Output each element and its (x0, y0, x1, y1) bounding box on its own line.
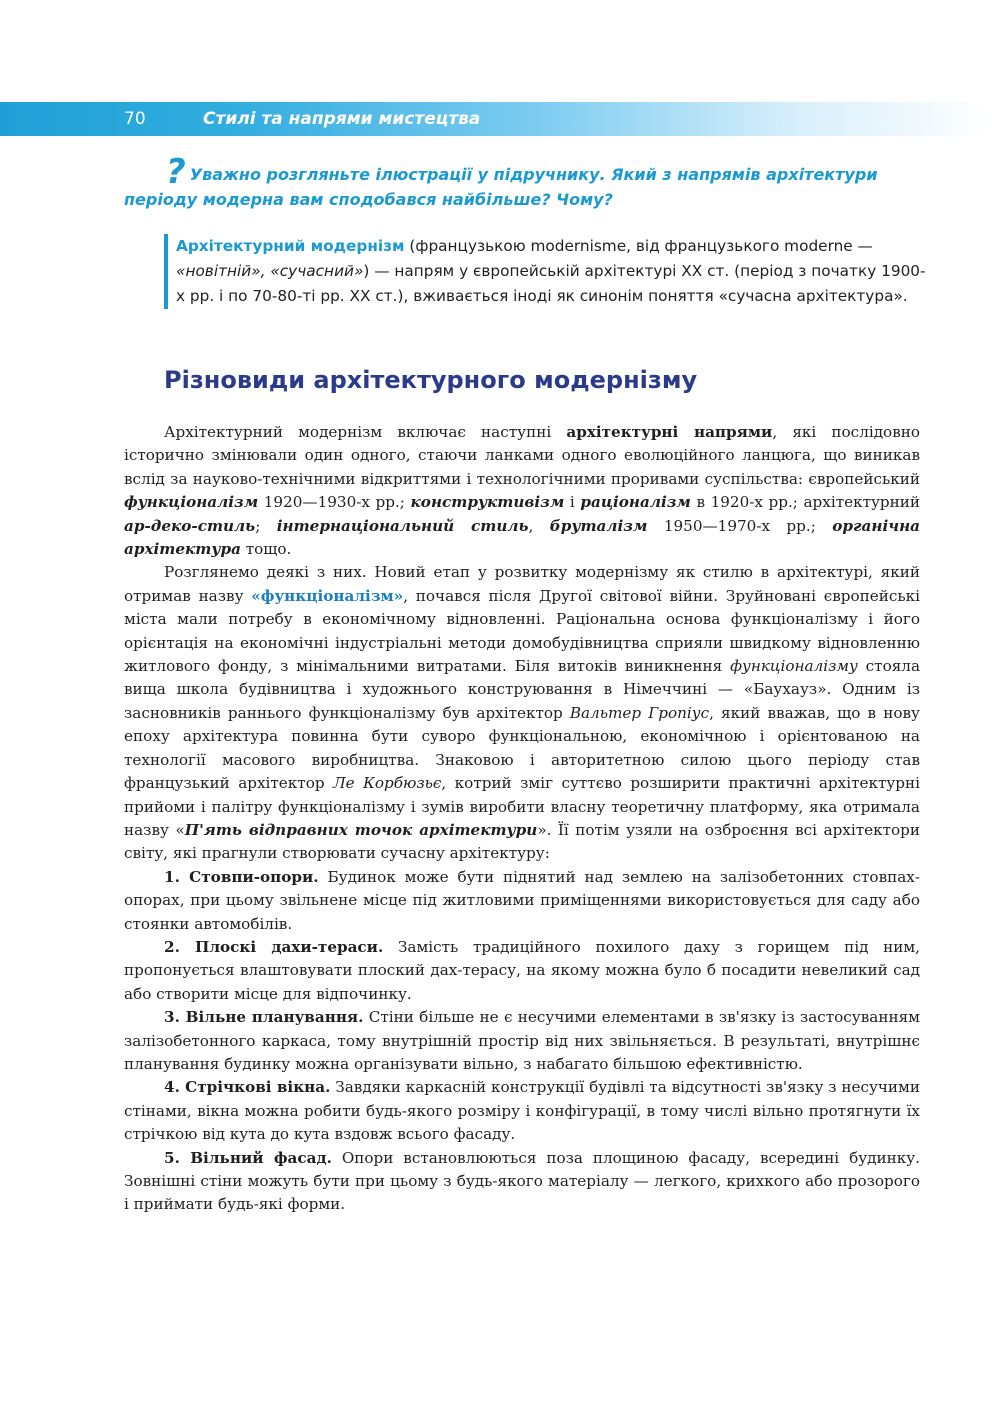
section-title: Стилі та напрями мистецтва (203, 109, 481, 129)
section-heading: Різновиди архітектурного модернізму (164, 366, 698, 394)
body-text (124, 421, 920, 1217)
definition-term: Архітектурний модернізм (176, 237, 405, 255)
list-item: 5. Вільний фасад. Опори встановлюються поза площиною фасаду, всередині будинку. Зовнішні стіни можуть бути при цьому з будь-якого матеріалу — легкого, крихкого або прозорого і приймати будь-які форми. (124, 1148, 921, 1214)
header-bar (0, 102, 992, 136)
definition-text: (французькою modernisme, від французького moderne — (404, 237, 873, 255)
highlighted-term: «функціоналізм» (251, 586, 404, 605)
question-mark-icon: ? (166, 152, 186, 192)
question-text: Уважно розгляньте ілюстрації у підручнику. Який з напрямів архітектури періоду модерна вам сподобався найбільше? Чому? (124, 165, 878, 209)
list-item: 3. Вільне планування. Стіни більше не є несучими елементами в зв'язку із застосуванням залізобетонного каркаса, тому внутрішній простір від них звільняється. В результаті, внутрішнє планування будинку можна організувати вільно, з набагато більшою ефективністю. (124, 1008, 920, 1073)
definition-text-2: ) — напрям у європейській архітектурі XX ст. (період з початку 1900-х рр. і по 70-80-ті рр. XX ст.), вживається іноді як синонім поняття «сучасна архітектура». (176, 262, 926, 305)
question-block (124, 152, 920, 212)
list-item: 4. Стрічкові вікна. Завдяки каркасній конструкції будівлі та відсутності зв'язку з несучими стінами, вікна можна робити будь-якого розміру і конфігурації, в тому числі вільно протягнути їх стрічкою від кута до кута вздовж всього фасаду. (124, 1078, 920, 1144)
paragraph-1: Архітектурний модернізм включає наступні архітектурні напрями, які послідовно історично змінювали один одного, стаючи ланками одного еволюційного ланцюга, що виникав вслід за науково-технічними відкриттями і технологічними проривами суспільства: європейський функціоналізм 1920—1930-х рр.; конструктивізм і раціоналізм в 1920-х рр.; архітектурний ар-деко-стиль; інтернаціональний стиль, бруталізм 1950—1970-х рр.; органічна архітектура тощо. (124, 423, 921, 559)
definition-translation: «новітній», «сучасний» (176, 262, 364, 280)
list-item: 2. Плоскі дахи-тераси. Замість традиційного похилого даху з горищем під ним, пропонується влаштовувати плоский дах-терасу, на якому можна було б посадити невеликий сад або створити місце для відпочинку. (124, 937, 921, 1003)
paragraph-2: Розглянемо деякі з них. Новий етап у розвитку модернізму як стилю в архітектурі, який отримав назву «функціоналізм», почався після Другої світової війни. Зруйновані європейські міста мали потребу в економічному відновленні. Раціональна основа функціоналізму і його орієнтація на економічні індустріальні методи домобудівництва сприяли швидкому відновленню житлового фонду, з мінімальними витратами. Біля витоків виникнення функціоналізму стояла вища школа будівництва і художнього конструювання в Німеччині — «Баухауз». Одним із засновників раннього функціоналізму був архітектор Вальтер Гропіус, який вважав, що в нову епоху архітектура повинна бути суворо функціональною, економічною і орієнтованою на технології масового виробництва. Знаковою і авторитетною силою цього періоду став французький архітектор Ле Корбюзьє, котрий зміг суттєво розширити практичні архітектурні прийоми і палітру функціоналізму і зумів виробити власну теоретичну платформу, яка отримала назву «П'ять відправних точок архітектури». Її потім узяли на озброєння всі архітектори світу, які прагнули створювати сучасну архітектуру: (124, 563, 921, 863)
page-number: 70 (124, 109, 146, 129)
definition-block (164, 234, 933, 309)
list-item: 1. Стовпи-опори. Будинок може бути піднятий над землею на залізобетонних стовпах-опорах, при цьому звільнене місце під житловими приміщеннями використовується для саду або стоянки автомобілів. (124, 867, 920, 933)
